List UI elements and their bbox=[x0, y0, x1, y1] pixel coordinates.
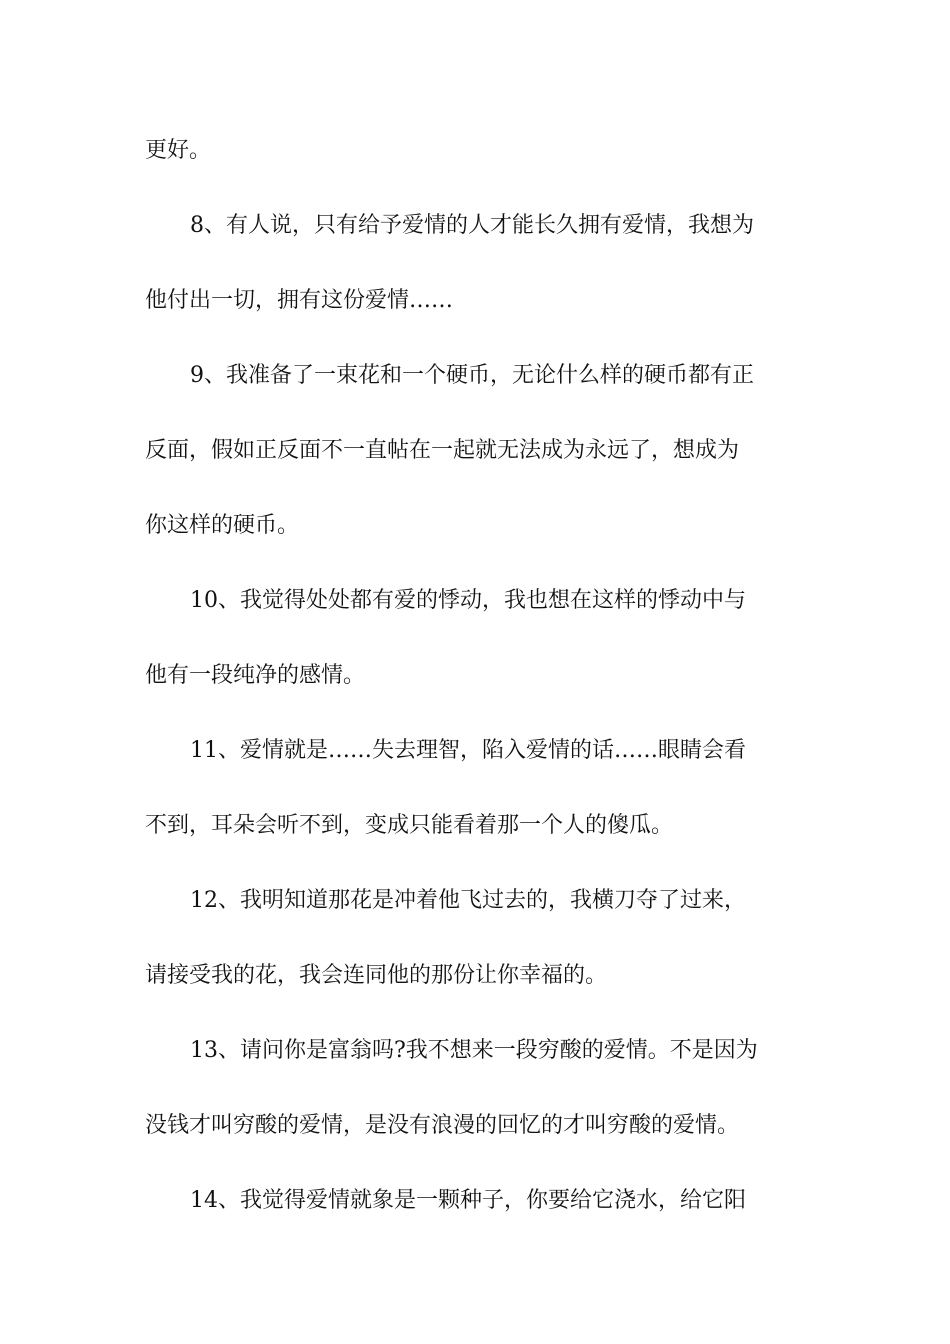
paragraph-8-line-1: 8、有人说，只有给予爱情的人才能长久拥有爱情，我想为 bbox=[190, 213, 754, 238]
paragraph-11-line-2: 不到，耳朵会听不到，变成只能看着那一个人的傻瓜。 bbox=[145, 813, 674, 838]
paragraph-9-line-2: 反面，假如正反面不一直帖在一起就无法成为永远了，想成为 bbox=[145, 438, 740, 463]
paragraph-12-line-1: 12、我明知道那花是冲着他飞过去的，我横刀夺了过来， bbox=[190, 888, 746, 913]
paragraph-8-line-2: 他付出一切，拥有这份爱情…… bbox=[145, 288, 454, 313]
paragraph-14-line-1: 14、我觉得爱情就象是一颗种子，你要给它浇水，给它阳 bbox=[190, 1188, 746, 1213]
paragraph-9-line-1: 9、我准备了一束花和一个硬币，无论什么样的硬币都有正 bbox=[190, 363, 754, 388]
paragraph-13-line-2: 没钱才叫穷酸的爱情，是没有浪漫的回忆的才叫穷酸的爱情。 bbox=[145, 1113, 740, 1138]
paragraph-7-continuation: 更好。 bbox=[145, 138, 212, 163]
paragraph-9-line-3: 你这样的硬币。 bbox=[145, 513, 300, 538]
paragraph-13-line-1: 13、请问你是富翁吗?我不想来一段穷酸的爱情。不是因为 bbox=[190, 1038, 758, 1063]
paragraph-11-line-1: 11、爱情就是……失去理智，陷入爱情的话……眼睛会看 bbox=[190, 738, 746, 763]
paragraph-10-line-1: 10、我觉得处处都有爱的悸动，我也想在这样的悸动中与 bbox=[190, 588, 746, 613]
paragraph-10-line-2: 他有一段纯净的感情。 bbox=[145, 663, 366, 688]
paragraph-12-line-2: 请接受我的花，我会连同他的那份让你幸福的。 bbox=[145, 963, 608, 988]
